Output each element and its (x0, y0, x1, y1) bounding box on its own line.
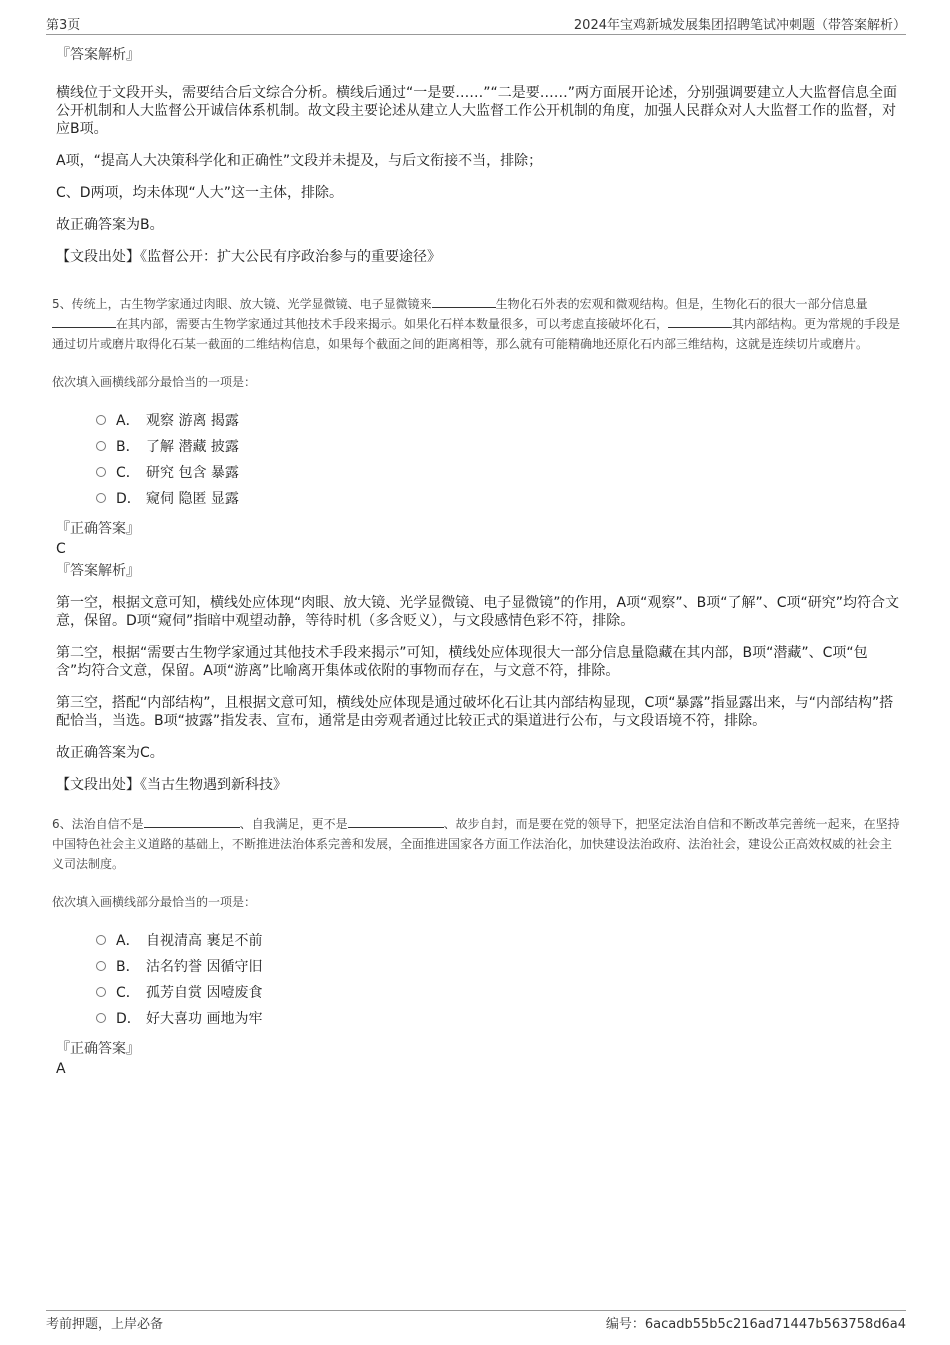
question-stem: 6、法治自信不是 、自我满足，更不是 、故步自封，而是要在党的领导下，把坚定法治自信和不断改革完善统一起来，在坚持中国特色社会主义道路的基础上，不断推进法治体系完善和发展，全面推进国家各方面工作法治化，加快建设法治政府、法治社会，建设公正高效权威的社会主义司法制度。 (52, 814, 901, 874)
option-b[interactable]: B． 沽名钓誉 因循守旧 (96, 954, 901, 980)
option-a[interactable]: A． 自视清高 裹足不前 (96, 928, 901, 954)
radio-icon[interactable] (96, 935, 106, 945)
page-header (46, 14, 906, 35)
fill-blank (348, 814, 444, 828)
fill-blank (668, 314, 732, 328)
correct-answer: C (56, 541, 66, 557)
analysis-paragraph: 第三空，搭配“内部结构”，且根据文意可知，横线处应体现是通过破坏化石让其内部结构显现，C项“暴露”指显露出来，与“内部结构”搭配恰当，当选。B项“披露”指发表、宣布，通常是由旁观者通过比较正式的渠道进行公布，与文段语境不符，排除。 (56, 695, 894, 729)
radio-icon[interactable] (96, 493, 106, 503)
option-list (96, 928, 901, 1032)
analysis-conclusion: 故正确答案为C。 (56, 745, 164, 761)
question-prompt: 依次填入画横线部分最恰当的一项是： (52, 895, 257, 909)
source-citation: 【文段出处】《当古生物遇到新科技》 (56, 777, 287, 793)
fill-blank (432, 294, 496, 308)
question-stem: 5、传统上，古生物学家通过肉眼、放大镜、光学显微镜、电子显微镜来 生物化石外表的宏观和微观结构。但是，生物化石的很大一部分信息量在其内部，需要古生物学家通过其他技术手段来揭示。如果化石样本数量很多，可以考虑直接破坏化石， 其内部结构。更为常规的手段是通过切片或磨片取得化石某一截面的二维结构信息，如果每个截面之间的距离相等，那么就有可能精确地还原化石内部三维结构，这就是连续切片或磨片。 (52, 294, 901, 354)
analysis-paragraph: C、D两项，均未体现“人大”这一主体，排除。 (56, 185, 344, 201)
correct-answer: A (56, 1061, 66, 1077)
analysis-paragraph: 横线位于文段开头，需要结合后文综合分析。横线后通过“一是要……”“二是要……”两方面展开论述，分别强调要建立人大监督信息全面公开机制和人大监督公开诚信体系机制。故文段主要论述从建立人大监督工作公开机制的角度，加强人民群众对人大监督工作的监督，对应B项。 (56, 85, 898, 137)
option-b[interactable]: B． 了解 潜藏 披露 (96, 434, 901, 460)
page-footer (46, 1310, 906, 1332)
source-citation: 【文段出处】《监督公开：扩大公民有序政治参与的重要途径》 (56, 249, 441, 265)
answer-label: 『正确答案』 (56, 1041, 140, 1057)
radio-icon[interactable] (96, 441, 106, 451)
document-title: 2024年宝鸡新城发展集团招聘笔试冲刺题（带答案解析） (573, 18, 906, 33)
option-d[interactable]: D． 好大喜功 画地为牢 (96, 1006, 901, 1032)
radio-icon[interactable] (96, 467, 106, 477)
analysis-conclusion: 故正确答案为B。 (56, 217, 164, 233)
footer-slogan: 考前押题，上岸必备 (46, 1317, 164, 1332)
main-content (52, 44, 901, 1078)
fill-blank (144, 814, 240, 828)
document-id: 编号：6acadb55b5c216ad71447b563758d6a4 (605, 1317, 906, 1332)
option-c[interactable]: C． 孤芳自赏 因噎废食 (96, 980, 901, 1006)
analysis-paragraph: 第一空，根据文意可知，横线处应体现“肉眼、放大镜、光学显微镜、电子显微镜”的作用，A项“观察”、B项“了解”、C项“研究”均符合文意，保留。D项“窥伺”指暗中观望动静，等待时机（多含贬义），与文段感情色彩不符，排除。 (56, 595, 899, 629)
option-list (96, 408, 901, 512)
radio-icon[interactable] (96, 961, 106, 971)
analysis-label: 『答案解析』 (56, 563, 140, 579)
radio-icon[interactable] (96, 987, 106, 997)
page-number: 第3页 (46, 18, 81, 33)
analysis-paragraph: 第二空，根据“需要古生物学家通过其他技术手段来揭示”可知，横线处应体现很大一部分信息量隐藏在其内部，B项“潜藏”、C项“包含”均符合文意，保留。A项“游离”比喻离开集体或依附的事物而存在，与文意不符，排除。 (56, 645, 868, 679)
option-c[interactable]: C． 研究 包含 暴露 (96, 460, 901, 486)
analysis-label: 『答案解析』 (56, 47, 140, 63)
answer-label: 『正确答案』 (56, 521, 140, 537)
option-a[interactable]: A． 观察 游离 揭露 (96, 408, 901, 434)
radio-icon[interactable] (96, 1013, 106, 1023)
analysis-paragraph: A项，“提高人大决策科学化和正确性”文段并未提及，与后文衔接不当，排除； (56, 153, 543, 169)
option-d[interactable]: D． 窥伺 隐匿 显露 (96, 486, 901, 512)
radio-icon[interactable] (96, 415, 106, 425)
fill-blank (52, 314, 116, 328)
question-prompt: 依次填入画横线部分最恰当的一项是： (52, 375, 257, 389)
